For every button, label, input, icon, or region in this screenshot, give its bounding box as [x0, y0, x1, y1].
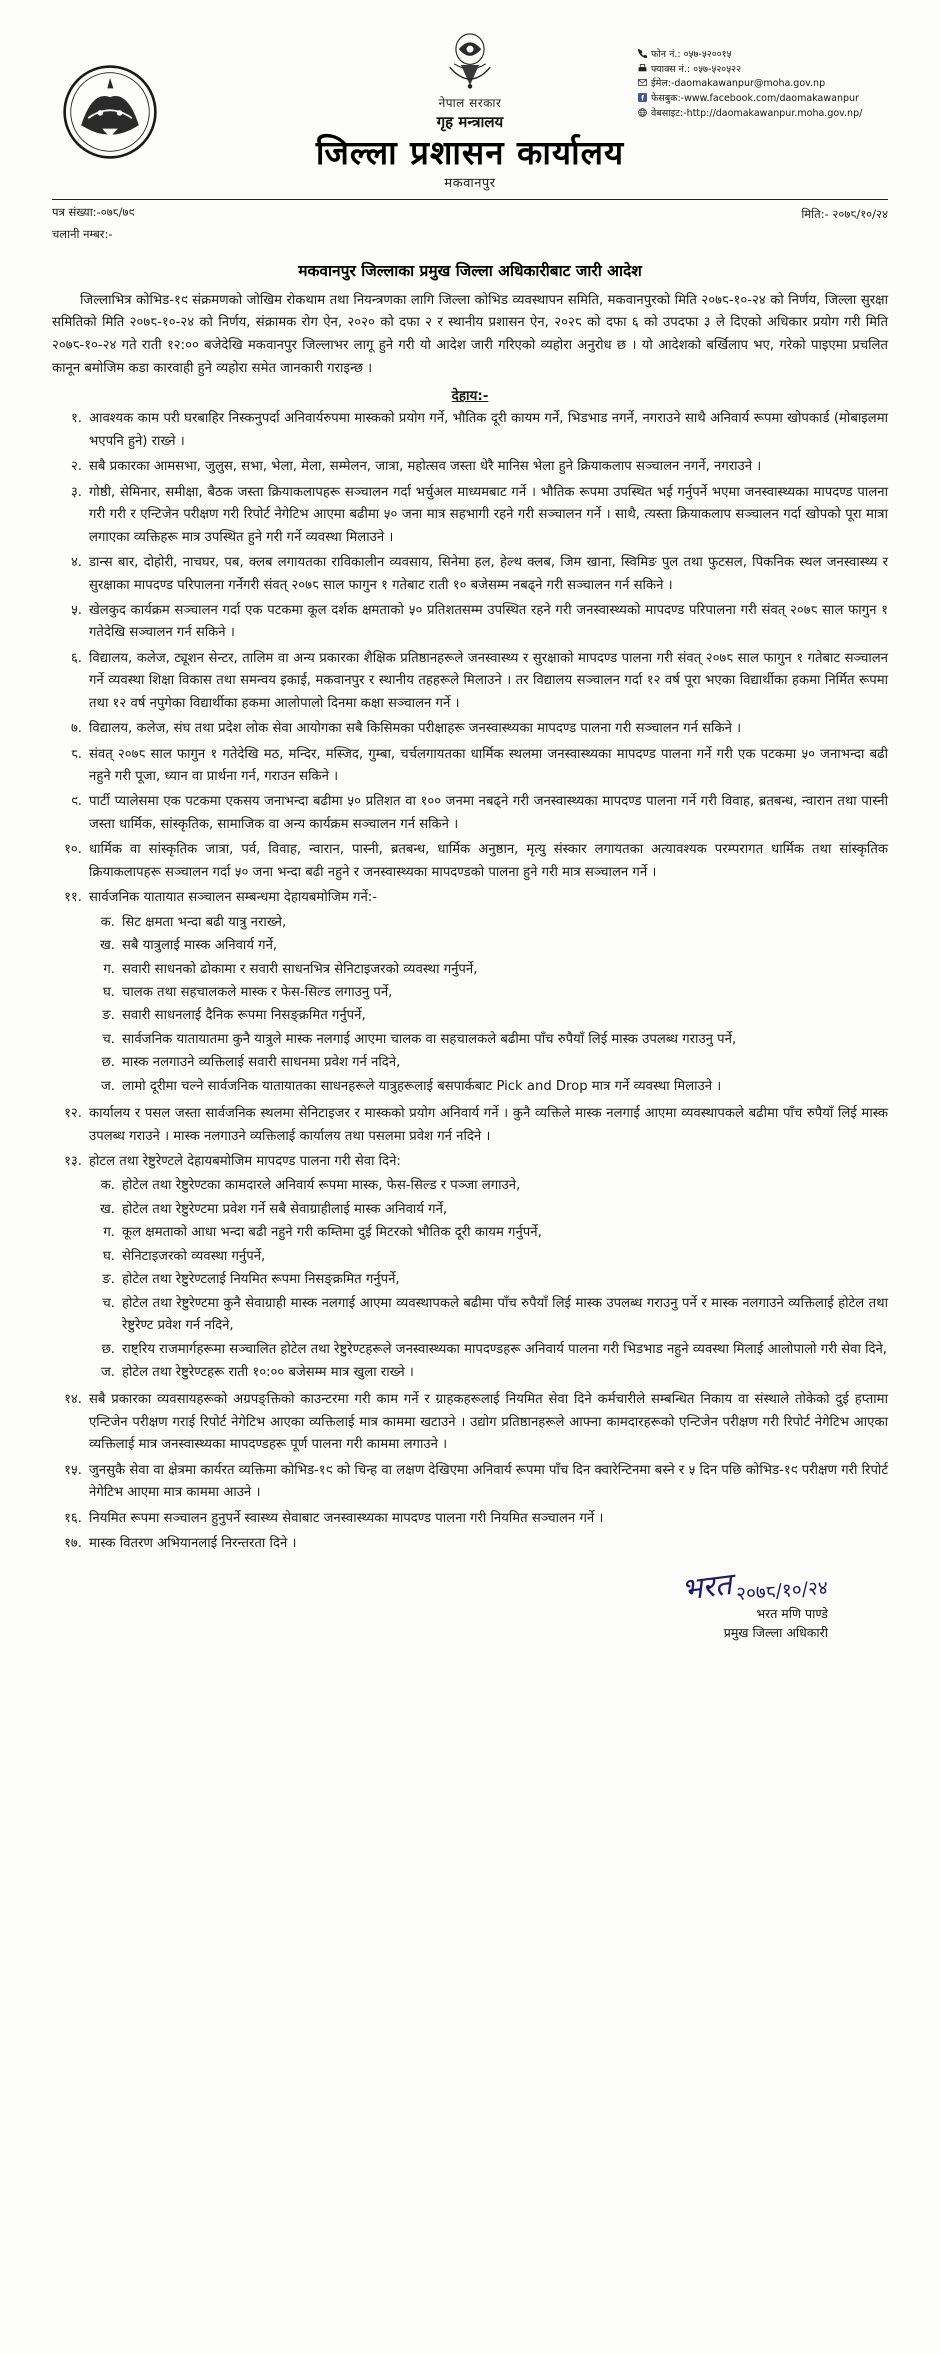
item-number: १०.: [64, 842, 82, 858]
sub-item-text: राष्ट्रिय राजमार्गहरूमा सञ्चालित होटेल तथा रेष्टुरेण्टहरूले जनस्वास्थ्यका मापदण्डहरू अनिवार्य पालना गरी भिडभाड नहुने व्यवस्था मिलाई आलोपालो गरी सेवा दिने,: [122, 1341, 887, 1357]
item-text: मास्क वितरण अभियानलाई निरन्तरता दिने ।: [89, 1536, 297, 1552]
list-item: [52, 791, 888, 836]
contact-row-fax: [638, 63, 888, 78]
contact-facebook[interactable]: फेसबुक:-www.facebook.com/daomakawanpur: [651, 93, 859, 105]
list-item: [52, 839, 888, 884]
signatory-designation: प्रमुख जिल्ला अधिकारी: [723, 1625, 828, 1641]
sub-list-item: [89, 1362, 888, 1384]
item-text: नियमित रूपमा सञ्चालन हुनुपर्ने स्वास्थ्य सेवाबाट जनस्वास्थ्यका मापदण्ड पालना गरी नियमित सञ्चालन गर्ने ।: [89, 1510, 604, 1526]
item-number: १६.: [64, 1510, 82, 1526]
sub-item-text: होटेल तथा रेष्टुरेण्टमा कुनै सेवाग्राही मास्क नलगाई आएमा व्यवस्थापकले बढीमा पाँच रुपैयाँ लिई मास्क उपलब्ध गराउनु पर्ने र मास्क नलगाउने व्यक्तिलाई होटेल तथा रेष्टुरेण्ट प्रवेश गर्न नदिने,: [122, 1295, 888, 1334]
list-item: [52, 1151, 888, 1386]
ministry-line: गृह मन्त्रालय: [436, 113, 504, 131]
list-item: [52, 1533, 888, 1555]
list-item: [52, 1460, 888, 1505]
letter-date: मिति:- २०७८/१०/२४: [801, 206, 888, 221]
sub-item-text: होटेल तथा रेष्टुरेण्टलाई नियमित रूपमा निसङ्क्रमित गर्नुपर्ने,: [122, 1272, 400, 1288]
item-number: ५.: [70, 602, 82, 618]
item-number: ४.: [70, 555, 82, 571]
list-item: [52, 482, 888, 549]
document-meta: [52, 205, 888, 249]
sub-list-item: [89, 1339, 888, 1361]
order-list: [52, 408, 888, 1555]
sub-list-item: [89, 1293, 888, 1338]
contact-phone: फोन नं.: ०५७-५२००१५: [651, 49, 732, 60]
letterhead: [52, 26, 888, 191]
sub-item-text: सवारी साधनको ढोकामा र सवारी साधनभित्र सेनिटाइजरको व्यवस्था गर्नुपर्ने,: [122, 961, 478, 977]
item-text: विद्यालय, कलेज, ट्यूशन सेन्टर, तालिम वा अन्य प्रकारका शैक्षिक प्रतिष्ठानहरूले जनस्वास्थ्य र सुरक्षाको मापदण्ड पालना गरी संवत् २०७८ साल फागुन १ गतेबाट सञ्चालन गर्ने व्यवस्था शिक्षा विकास तथा समन्वय इकाई, मकवानपुर र स्थानीय तहहरूले मिलाउने । तर विद्यालय सञ्चालन गर्दा १२ वर्ष पूरा भएका विद्यार्थीका हकमा निर्मित रूपमा तथा १२ वर्ष नपुगेका विद्यार्थीका हकमा आलोपालो दिनमा कक्षा सञ्चालन गर्ने ।: [89, 650, 888, 711]
sub-list-item: [89, 959, 888, 981]
item-number: ११.: [64, 890, 82, 906]
sub-item-number: ज.: [101, 1364, 115, 1380]
sub-item-text: सार्वजनिक यातायातमा कुनै यात्रुले मास्क नलगाई आएमा चालक वा सहचालकले बढीमा पाँच रुपैयाँ लिई मास्क उपलब्ध गराउनु पर्ने,: [122, 1031, 737, 1047]
item-text: सबै प्रकारका व्यवसायहरूको अग्रपङ्क्तिको काउन्टरमा गरी काम गर्ने र ग्राहकहरूलाई नियमित सेवा दिने कर्मचारीले सम्बन्धित निकाय वा संस्थाले तोकेको दुई हप्तामा एन्टिजेन परीक्षण गराई रिपोर्ट नेगेटिभ आएका व्यक्तिलाई मात्र काममा खटाउने । उद्योग प्रतिष्ठानहरूले आफ्ना कामदारहरूको एन्टिजेन परीक्षण गरी रिपोर्ट नेगेटिभ आएका व्यक्तिलाई मात्र जनस्वास्थ्यका मापदण्डहरू पूर्ण पालना गरी काममा लगाउने ।: [89, 1392, 888, 1453]
item-number: १३.: [64, 1154, 82, 1170]
list-item: [52, 1389, 888, 1456]
dispatch-number: चलानी नम्बर:-: [52, 226, 113, 241]
sub-item-text: सवारी साधनलाई दैनिक रूपमा निसङ्क्रमित गर्नुपर्ने,: [122, 1008, 366, 1024]
sub-item-number: छ.: [101, 1055, 115, 1071]
sub-list-item: [89, 1222, 888, 1244]
item-text: सार्वजनिक यातायात सञ्चालन सम्बन्धमा देहायबमोजिम गर्ने:-: [89, 890, 377, 906]
item-text: होटल तथा रेष्टुरेण्टले देहायबमोजिम मापदण्ड पालना गरी सेवा दिने:: [89, 1154, 401, 1170]
page-title: मकवानपुर जिल्लाका प्रमुख जिल्ला अधिकारीबाट जारी आदेश: [298, 261, 642, 280]
sub-item-number: घ.: [103, 984, 115, 1000]
email-icon: [638, 78, 647, 87]
sub-item-number: ग.: [103, 1225, 115, 1241]
item-number: २.: [70, 459, 82, 475]
contact-details: [638, 48, 888, 122]
sub-item-number: क.: [100, 1178, 115, 1194]
item-number: १२.: [64, 1106, 82, 1122]
sub-item-number: छ.: [101, 1341, 115, 1357]
sub-list: [89, 912, 888, 1099]
sub-item-number: ङ.: [102, 1008, 115, 1024]
intro-paragraph: जिल्लाभित्र कोभिड-१९ संक्रमणको जोखिम रोकथाम तथा नियन्त्रणका लागि जिल्ला कोभिड व्यवस्थापन समिति, मकवानपुरको मिति २०७८-१०-२४ को निर्णय, जिल्ला सुरक्षा समितिको मिति २०७८-१०-२४ को निर्णय, संक्रामक रोग ऐन, २०२० को दफा २ र स्थानीय प्रशासन ऐन, २०२८ को दफा ६ को उपदफा ३ ले दिएको अधिकार प्रयोग गरी मिति २०७८-१०-२४ गते राती १२:०० बजेदेखि मकवानपुर जिल्लाभर लागू हुने गरी यो आदेश जारी गरिएको व्यहोरा अनुरोध छ । यो आदेशको बर्खिलाप भए, गरेको पाइएमा प्रचलित कानून बमोजिम कडा कारवाही हुने व्यहोरा समेत जानकारी गराइन्छ ।: [52, 292, 888, 376]
government-line: नेपाल सरकार: [438, 96, 502, 110]
sub-item-text: कूल क्षमताको आधा भन्दा बढी नहुने गरी कम्तिमा दुई मिटरको भौतिक दूरी कायम गर्नुपर्ने,: [122, 1225, 542, 1241]
sub-item-text: सिट क्षमता भन्दा बढी यात्रु नराख्ने,: [122, 914, 287, 930]
sub-item-text: मास्क नलगाउने व्यक्तिलाई सवारी साधनमा प्रवेश गर्न नदिने,: [122, 1055, 401, 1071]
sub-item-text: होटेल तथा रेष्टुरेण्टका कामदारले अनिवार्य रूपमा मास्क, फेस-सिल्ड र पञ्जा लगाउने,: [122, 1178, 521, 1194]
government-emblem-icon: [441, 30, 499, 92]
item-body: [89, 887, 888, 1100]
sub-item-number: ग.: [103, 961, 115, 977]
sub-list: [89, 1175, 888, 1384]
list-item: [52, 1103, 888, 1148]
sub-item-number: ङ.: [102, 1272, 115, 1288]
sub-list-item: [89, 1246, 888, 1268]
contact-row-facebook: [638, 92, 888, 107]
contact-fax: फ्याक्स नं.: ०५७-५२०५२२: [651, 63, 742, 75]
office-title: जिल्ला प्रशासन कार्यालय: [315, 133, 625, 172]
sub-list-item: [89, 1052, 888, 1074]
sub-list-item: [89, 1199, 888, 1221]
web-icon: [638, 108, 647, 117]
signature-date: २०७८/१०/२४: [735, 1577, 829, 1606]
list-item: [52, 887, 888, 1100]
sub-item-number: च.: [102, 1295, 115, 1311]
sub-item-number: क.: [100, 914, 115, 930]
item-number: १५.: [64, 1462, 82, 1478]
list-item: [52, 744, 888, 789]
office-district: मकवानपुर: [444, 175, 496, 191]
signature-block: [52, 1565, 888, 1661]
sub-list-item: [89, 1005, 888, 1027]
sub-list-item: [89, 1175, 888, 1197]
item-number: ९.: [70, 794, 82, 810]
item-number: १४.: [64, 1392, 82, 1408]
list-item: [52, 552, 888, 597]
item-text: डान्स बार, दोहोरी, नाचघर, पब, क्लब लगायतका राविकालीन व्यवसाय, सिनेमा हल, हेल्थ क्लब, जिम खाना, स्विमिङ पुल तथा फुटसल, पिकनिक स्थल जनस्वास्थ्य र सुरक्षाका मापदण्ड परिपालना गर्नेगरी संवत् २०७८ साल फागुन १ गतेबाट राती १० बजेसम्म नबढ्ने गरी सञ्चालन गर्न सकिने ।: [89, 555, 888, 593]
list-item: [52, 600, 888, 645]
sub-item-text: लामो दूरीमा चल्ने सार्वजनिक यातायातका साधनहरूले यात्रुहरूलाई बसपार्कबाट Pick and Drop मात्र गर्ने व्यवस्था मिलाउने ।: [122, 1078, 722, 1094]
contact-email[interactable]: ईमेल:-daomakawanpur@moha.gov.np: [651, 78, 826, 90]
sub-list-item: [89, 1269, 888, 1291]
item-body: [89, 1151, 888, 1386]
item-text: विद्यालय, कलेज, संघ तथा प्रदेश लोक सेवा आयोगका सबै किसिमका परीक्षाहरू जनस्वास्थ्यका मापदण्ड पालना गरी सञ्चालन गर्न सकिने ।: [89, 721, 742, 737]
item-text: कार्यालय र पसल जस्ता सार्वजनिक स्थलमा सेनिटाइजर र मास्कको प्रयोग अनिवार्य गर्ने । कुनै व्यक्तिले मास्क नलगाई आएमा व्यवस्थापकले बढीमा पाँच रुपैयाँ लिई मास्क उपलब्ध गराउने । मास्क नलगाउने व्यक्तिलाई कार्यालय तथा पसलमा प्रवेश गर्न नदिने ।: [89, 1106, 888, 1144]
contact-row-email: [638, 77, 888, 92]
sub-list-item: [89, 912, 888, 934]
item-number: ७.: [70, 721, 82, 737]
sub-item-number: ज.: [101, 1078, 115, 1094]
list-item: [52, 456, 888, 478]
fax-icon: [638, 64, 647, 73]
sub-item-number: ख.: [100, 938, 115, 954]
item-text: आवश्यक काम परी घरबाहिर निस्कनुपर्दा अनिवार्यरुपमा मास्कको प्रयोग गर्ने, भौतिक दूरी कायम गर्ने, भिडभाड नगर्ने, नगराउने साथै अनिवार्य रूपमा खोपकार्ड (मोबाइलमा भएपनि हुने) राख्ने ।: [89, 411, 888, 449]
sub-list-item: [89, 935, 888, 957]
item-text: जुनसुकै सेवा वा क्षेत्रमा कार्यरत व्यक्तिमा कोभिड-१९ को चिन्ह वा लक्षण देखिएमा अनिवार्य रूपमा पाँच दिन क्वारेन्टिनमा बस्ने र ५ दिन पछि कोभिड-१९ परीक्षण गरी रिपोर्ट नेगेटिभ आएमा मात्र काममा आउने ।: [89, 1462, 888, 1501]
list-item: [52, 718, 888, 740]
facebook-icon: [638, 93, 647, 102]
item-text: गोष्ठी, सेमिनार, समीक्षा, बैठक जस्ता क्रियाकलापहरू सञ्चालन गर्दा भर्चुअल माध्यमबाट गर्ने । भौतिक रूपमा उपस्थित भई गर्नुपर्ने भएमा जनस्वास्थ्यका मापदण्ड पालना गरी गरी र एन्टिजेन परीक्षण गरी रिपोर्ट नेगेटिभ आएमा बढीमा ५० जना मात्र सहभागी रहने गरी सञ्चालन गर्ने । साथै, त्यस्ता क्रियाकलाप सञ्चालन गर्दा खोपको पूरा मात्रा लगाएका व्यक्तिहरू मात्र उपस्थित हुने गरी गर्ने व्यवस्था मिलाउने ।: [89, 484, 888, 545]
contact-row-phone: [638, 48, 888, 63]
sub-list-item: [89, 1029, 888, 1051]
phone-icon: [638, 49, 647, 58]
list-item: [52, 1508, 888, 1530]
item-number: ८.: [70, 746, 82, 762]
signatory-name: भरत मणि पाण्डे: [756, 1606, 828, 1622]
sub-item-number: घ.: [103, 1248, 115, 1264]
list-item: [52, 408, 888, 453]
section-heading-dehaya: देहाय:-: [451, 388, 489, 405]
sub-item-number: ख.: [100, 1201, 115, 1217]
item-text: खेलकुद कार्यक्रम सञ्चालन गर्दा एक पटकमा कूल दर्शक क्षमताको ५० प्रतिशतसम्म उपस्थित रहने गरी जनस्वास्थ्यको मापदण्ड परिपालना गरी संवत् २०७८ साल फागुन १ गतेदेखि सञ्चालन गर्न सकिने ।: [89, 602, 888, 641]
sub-item-text: सबै यात्रुलाई मास्क अनिवार्य गर्ने,: [122, 938, 278, 954]
item-number: ३.: [70, 484, 82, 500]
sub-item-text: सेनिटाइजरको व्यवस्था गर्नुपर्ने,: [122, 1248, 266, 1264]
sub-list-item: [89, 982, 888, 1004]
sub-item-text: चालक तथा सहचालकले मास्क र फेस-सिल्ड लगाउनु पर्ने,: [122, 984, 393, 1000]
list-item: [52, 648, 888, 715]
item-text: धार्मिक वा सांस्कृतिक जात्रा, पर्व, विवाह, न्वारान, पास्नी, ब्रतबन्ध, धार्मिक अनुष्ठान, मृत्यु संस्कार लगायतका अत्यावश्यक परम्परागत धार्मिक तथा सांस्कृतिक क्रियाकलापहरू सञ्चालन गर्दा ५० जना भन्दा बढी नहुने र जनस्वास्थ्यका मापदण्डको पालना हुने गरी मात्र सञ्चालन गर्ने ।: [89, 842, 888, 880]
sub-item-text: होटेल तथा रेष्टुरेण्टमा प्रवेश गर्ने सबै सेवाग्राहीलाई मास्क अनिवार्य गर्ने,: [122, 1201, 448, 1217]
item-number: १७.: [64, 1536, 82, 1552]
item-number: १.: [70, 411, 82, 427]
contact-website[interactable]: वेबसाइट:-http://daomakawanpur.moha.gov.np/: [651, 107, 863, 119]
letter-number: पत्र संख्या:-०७८/७९: [52, 204, 135, 219]
sub-item-number: च.: [102, 1031, 115, 1047]
item-number: ६.: [70, 650, 82, 666]
item-text: सबै प्रकारका आमसभा, जुलुस, सभा, भेला, मेला, सम्मेलन, जात्रा, महोत्सव जस्ता धेरै मानिस भेला हुने क्रियाकलाप सञ्चालन नगर्ने, नगराउने ।: [89, 459, 762, 475]
sub-item-text: होटेल तथा रेष्टुरेण्टहरू राती १०:०० बजेसम्म मात्र खुला राख्ने ।: [122, 1364, 414, 1380]
item-text: पार्टी प्यालेसमा एक पटकमा एकसय जनाभन्दा बढीमा ५० प्रतिशत वा १०० जनमा नबढ्ने गरी जनस्वास्थ्यका मापदण्ड पालना गर्ने गरी विवाह, ब्रतबन्ध, न्वारान तथा पास्नी जस्ता धार्मिक, सांस्कृतिक, सामाजिक वा अन्य कार्यक्रम सञ्चालन गर्न सकिने ।: [89, 794, 888, 832]
header-divider: [52, 199, 888, 200]
sub-list-item: [89, 1076, 888, 1098]
contact-row-website: [638, 107, 888, 122]
national-emblem-icon: [62, 64, 158, 160]
handwritten-signature: भरत: [678, 1567, 734, 1609]
item-text: संवत् २०७८ साल फागुन १ गतेदेखि मठ, मन्दिर, मस्जिद, गुम्बा, चर्चलगायतका धार्मिक स्थलमा जनस्वास्थ्यका मापदण्ड पालना गर्ने गरी एक पटकमा ५० जनाभन्दा बढी नहुने गरी पूजा, ध्यान वा प्रार्थना गर्न, गराउन सकिने ।: [89, 746, 888, 785]
